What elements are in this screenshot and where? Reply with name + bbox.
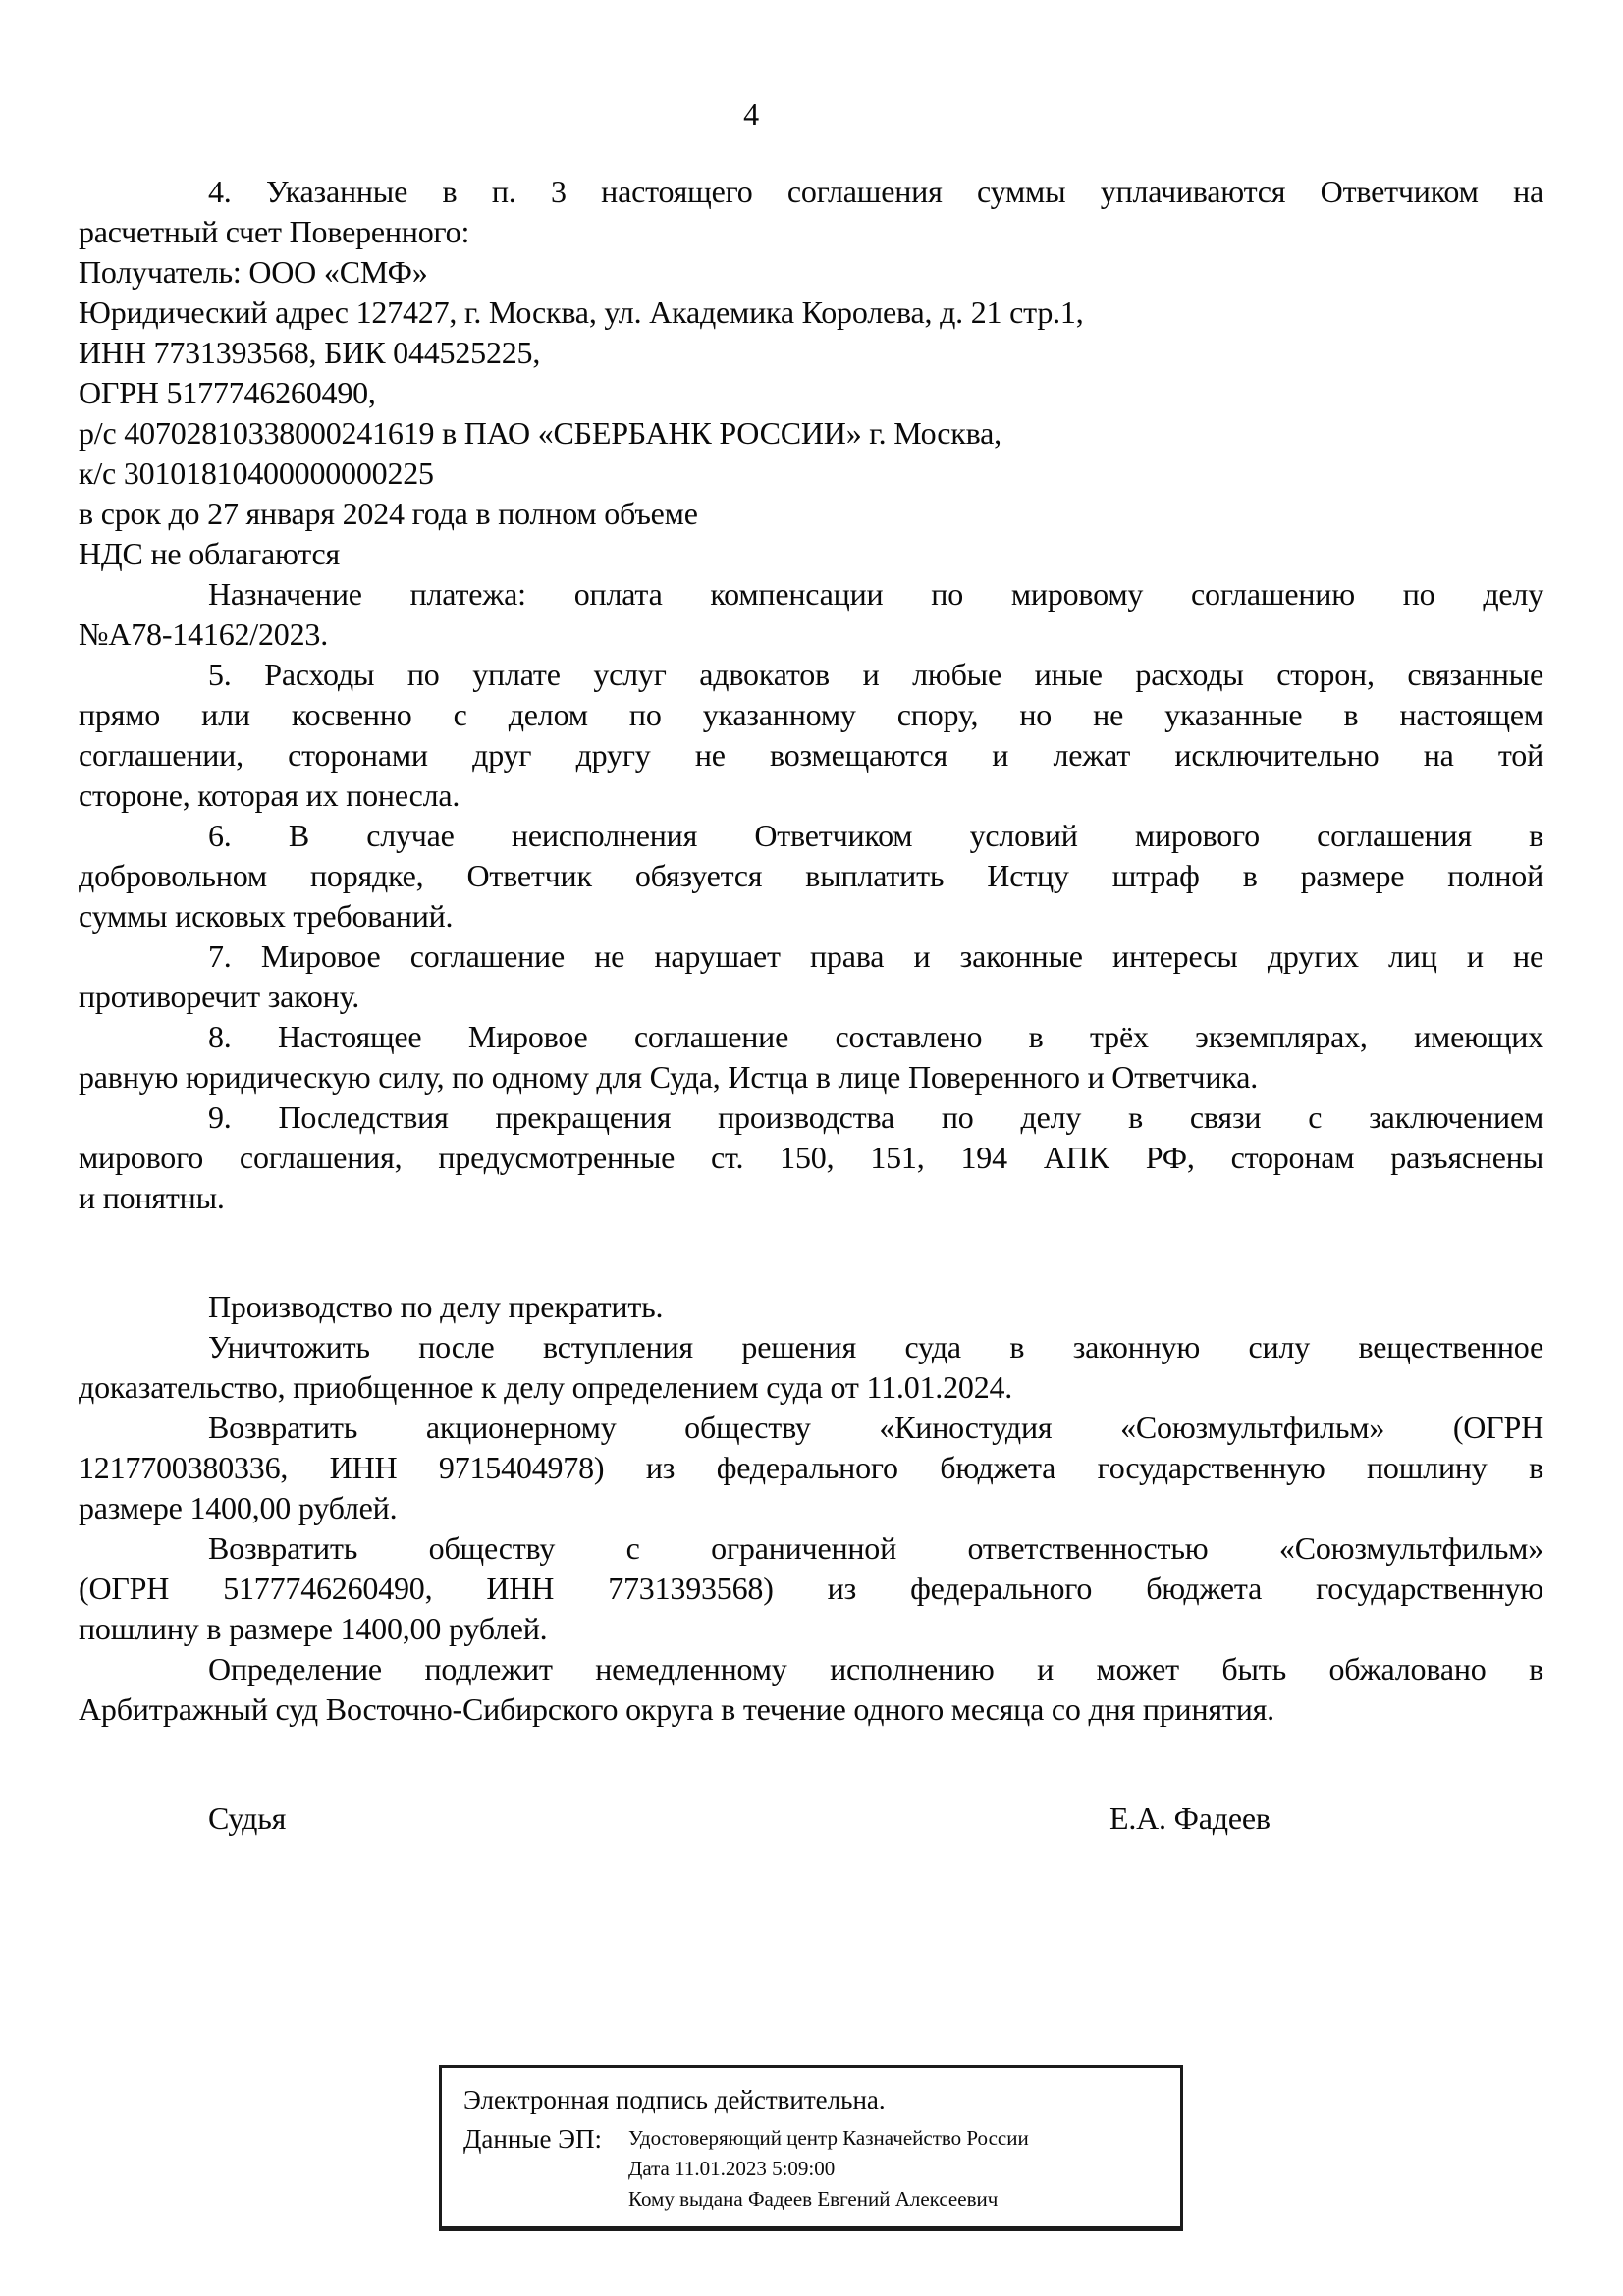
paragraph-9-line: мирового соглашения, предусмотренные ст. 150, 151, 194 АПК РФ, сторонам разъяснены bbox=[79, 1140, 1543, 1175]
section-gap bbox=[79, 1218, 1543, 1287]
paragraph-9-line: и понятны. bbox=[79, 1180, 225, 1215]
ruling-line: пошлину в размере 1400,00 рублей. bbox=[79, 1611, 548, 1646]
ruling-line: Производство по делу прекратить. bbox=[208, 1289, 664, 1324]
payment-purpose-line: Назначение платежа: оплата компенсации по мировому соглашению по делу bbox=[208, 576, 1543, 612]
page-number: 4 bbox=[743, 96, 759, 132]
paragraph-9 bbox=[79, 1097, 1543, 1218]
paragraph-6-line: 6. В случае неисполнения Ответчиком условий мирового соглашения в bbox=[208, 818, 1543, 853]
esign-detail-line: Кому выдана Фадеев Евгений Алексеевич bbox=[628, 2187, 999, 2211]
ruling-line: Возвратить обществу с ограниченной ответственностью «Союзмультфильм» bbox=[208, 1530, 1543, 1566]
judge-label: Судья bbox=[208, 1800, 287, 1836]
ruling-line: Определение подлежит немедленному исполнению и может быть обжаловано в bbox=[208, 1651, 1543, 1686]
payee-line: Получатель: ООО «СМФ» bbox=[79, 254, 428, 290]
payee-block bbox=[79, 252, 1543, 574]
esign-valid-text: Электронная подпись действительна. bbox=[463, 2085, 886, 2114]
payment-purpose bbox=[79, 574, 1543, 655]
ruling-line: Уничтожить после вступления решения суда в законную силу вещественное bbox=[208, 1329, 1543, 1364]
esign-data-row bbox=[463, 2123, 1163, 2215]
ruling-line: 1217700380336, ИНН 9715404978) из федерального бюджета государственную пошлину в bbox=[79, 1450, 1543, 1485]
paragraph-7-line: 7. Мировое соглашение не нарушает права и законные интересы других лиц и не bbox=[208, 938, 1543, 974]
payment-purpose-line: №А78-14162/2023. bbox=[79, 616, 328, 652]
payee-line: НДС не облагаются bbox=[79, 536, 340, 571]
ruling-paragraph-refund-llc bbox=[79, 1528, 1543, 1649]
payee-line: ИНН 7731393568, БИК 044525225, bbox=[79, 335, 541, 370]
ruling-paragraph-terminate bbox=[79, 1287, 1543, 1327]
paragraph-7 bbox=[79, 936, 1543, 1017]
esign-detail-line: Удостоверяющий центр Казначейство России bbox=[628, 2126, 1029, 2150]
ruling-paragraph-appeal bbox=[79, 1649, 1543, 1730]
paragraph-4 bbox=[79, 172, 1543, 252]
paragraph-8-line: 8. Настоящее Мировое соглашение составлено в трёх экземплярах, имеющих bbox=[208, 1019, 1543, 1054]
esign-stamp bbox=[439, 2065, 1183, 2231]
ruling-line: Арбитражный суд Восточно-Сибирского округа в течение одного месяца со дня принятия. bbox=[79, 1691, 1274, 1727]
ruling-paragraph-destroy-evidence bbox=[79, 1327, 1543, 1408]
esign-details bbox=[628, 2123, 1029, 2215]
ruling-line: размере 1400,00 рублей. bbox=[79, 1490, 398, 1525]
judge-name: Е.А. Фадеев bbox=[1109, 1800, 1271, 1836]
payee-line: в срок до 27 января 2024 года в полном объеме bbox=[79, 496, 698, 531]
paragraph-5-line: 5. Расходы по уплате услуг адвокатов и любые иные расходы сторон, связанные bbox=[208, 657, 1543, 692]
ruling-line: Возвратить акционерному обществу «Киностудия «Союзмультфильм» (ОГРН bbox=[208, 1410, 1543, 1445]
paragraph-4-line: 4. Указанные в п. 3 настоящего соглашения суммы уплачиваются Ответчиком на bbox=[208, 174, 1543, 209]
payee-line: Юридический адрес 127427, г. Москва, ул. Академика Королева, д. 21 стр.1, bbox=[79, 294, 1084, 330]
payee-line: р/с 40702810338000241619 в ПАО «СБЕРБАНК РОССИИ» г. Москва, bbox=[79, 415, 1001, 451]
paragraph-6 bbox=[79, 816, 1543, 936]
payee-line: ОГРН 5177746260490, bbox=[79, 375, 376, 410]
paragraph-4-line: расчетный счет Поверенного: bbox=[79, 214, 470, 249]
ruling-line: (ОГРН 5177746260490, ИНН 7731393568) из федерального бюджета государственную bbox=[79, 1571, 1543, 1606]
payee-line: к/с 30101810400000000225 bbox=[79, 455, 434, 491]
esign-detail-line: Дата 11.01.2023 5:09:00 bbox=[628, 2157, 836, 2180]
paragraph-5-line: прямо или косвенно с делом по указанному спору, но не указанные в настоящем bbox=[79, 697, 1543, 732]
ruling-line: доказательство, приобщенное к делу определением суда от 11.01.2024. bbox=[79, 1369, 1013, 1405]
paragraph-9-line: 9. Последствия прекращения производства по делу в связи с заключением bbox=[208, 1099, 1543, 1135]
paragraph-6-line: суммы исковых требований. bbox=[79, 898, 454, 934]
paragraph-5 bbox=[79, 655, 1543, 816]
paragraph-8 bbox=[79, 1017, 1543, 1097]
paragraph-7-line: противоречит закону. bbox=[79, 979, 360, 1014]
ruling-paragraph-refund-jsc bbox=[79, 1408, 1543, 1528]
esign-data-label: Данные ЭП: bbox=[463, 2124, 602, 2154]
page-content bbox=[79, 94, 1543, 1839]
signature-row bbox=[79, 1798, 1543, 1839]
paragraph-8-line: равную юридическую силу, по одному для Суда, Истца в лице Поверенного и Ответчика. bbox=[79, 1059, 1258, 1095]
paragraph-6-line: добровольном порядке, Ответчик обязуется выплатить Истцу штраф в размере полной bbox=[79, 858, 1543, 893]
paragraph-5-line: стороне, которая их понесла. bbox=[79, 777, 460, 813]
paragraph-5-line: соглашении, сторонами друг другу не возмещаются и лежат исключительно на той bbox=[79, 737, 1543, 773]
